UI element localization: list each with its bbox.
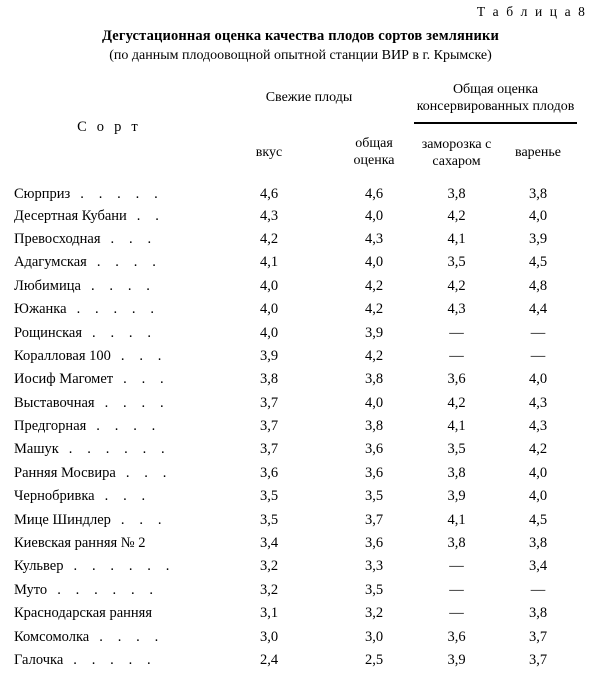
cell-overall: 2,5	[364, 652, 384, 668]
leader-dots: . . . .	[92, 324, 157, 341]
table-body	[14, 181, 577, 672]
table-row	[14, 321, 577, 344]
cell-jam: 4,5	[528, 511, 548, 528]
cultivar-label: Коралловая 100	[14, 347, 111, 364]
row-cultivar-name	[14, 251, 204, 274]
cell-taste: 3,5	[259, 488, 279, 505]
leader-dots: . . .	[123, 371, 170, 388]
cell-jam: 3,7	[528, 652, 548, 668]
cell-taste: 3,6	[259, 464, 279, 481]
cell-frozen: —	[449, 558, 464, 575]
cell-frozen: 4,1	[447, 230, 466, 247]
cell-frozen: —	[449, 605, 464, 622]
cell-overall: 4,0	[364, 207, 384, 224]
table-row	[14, 228, 577, 251]
cell-taste: 3,0	[259, 628, 279, 645]
cell-overall: 3,6	[364, 441, 384, 458]
cell-jam: 4,0	[528, 488, 548, 505]
table-row	[14, 275, 577, 298]
cell-taste: 4,0	[259, 324, 279, 341]
table-row	[14, 368, 577, 391]
table-row	[14, 298, 577, 321]
cell-taste: 3,4	[259, 535, 279, 552]
header-col-overall: общая оценка	[353, 136, 395, 168]
leader-dots: . . . . .	[76, 301, 160, 318]
cultivar-label: Десертная Кубани	[14, 207, 127, 224]
cell-taste: 4,0	[259, 301, 279, 318]
cell-taste: 3,7	[259, 394, 279, 411]
cell-overall: 3,6	[364, 535, 384, 552]
cell-frozen: —	[449, 581, 464, 598]
cell-frozen: 4,2	[447, 207, 466, 224]
cultivar-label: Чернобривка	[14, 488, 95, 505]
cultivar-label: Любимица	[14, 277, 81, 294]
cell-jam: 3,8	[528, 535, 548, 552]
cell-frozen: —	[449, 324, 464, 341]
cell-overall: 3,5	[364, 581, 384, 598]
cell-taste: 3,7	[259, 418, 279, 435]
cell-jam: 4,8	[528, 277, 548, 294]
table-row	[14, 555, 577, 578]
row-cultivar-name	[14, 392, 204, 415]
table-caption	[0, 27, 601, 65]
table-row	[14, 251, 577, 274]
cell-taste: 4,6	[259, 186, 279, 203]
header-col-taste: вкус	[255, 144, 283, 160]
cell-taste: 4,1	[259, 254, 279, 271]
row-cultivar-name	[14, 298, 204, 321]
table-row	[14, 602, 577, 625]
table-row	[14, 579, 577, 602]
row-cultivar-name	[14, 555, 204, 578]
cell-taste: 3,2	[259, 581, 279, 598]
cell-jam: 4,0	[528, 464, 548, 481]
cell-taste: 3,1	[259, 605, 279, 622]
cell-overall: 4,0	[364, 254, 384, 271]
table-row	[14, 649, 577, 672]
leader-dots: . . . . . .	[68, 441, 171, 458]
cell-overall: 3,0	[364, 628, 384, 645]
row-cultivar-name	[14, 508, 204, 531]
leader-dots: . . . . .	[80, 186, 164, 203]
cultivar-label: Иосиф Магомет	[14, 371, 114, 388]
cell-jam: —	[530, 581, 546, 598]
cell-jam: 4,4	[528, 301, 548, 318]
cell-jam: —	[530, 324, 546, 341]
leader-dots: . .	[136, 207, 165, 224]
row-cultivar-name	[14, 368, 204, 391]
cell-frozen: 4,2	[447, 394, 466, 411]
cell-overall: 4,2	[364, 301, 384, 318]
cultivar-label: Превосходная	[14, 230, 101, 247]
leader-dots: . . .	[120, 347, 167, 364]
row-cultivar-name	[14, 438, 204, 461]
table-row	[14, 438, 577, 461]
table-row	[14, 204, 577, 227]
cell-frozen: 3,9	[447, 652, 466, 668]
cultivar-label: Комсомолка	[14, 628, 90, 645]
row-cultivar-name	[14, 345, 204, 368]
cell-jam: 3,7	[528, 628, 548, 645]
caption-title: Дегустационная оценка качества плодов сортов земляники	[101, 28, 500, 44]
cell-frozen: 4,3	[447, 301, 466, 318]
cultivar-label: Галочка	[14, 652, 64, 668]
leader-dots: . . . .	[96, 418, 161, 435]
cell-frozen: 3,8	[447, 464, 466, 481]
header-group-row	[14, 74, 577, 121]
table-row	[14, 532, 577, 555]
cultivar-label: Ранняя Мосвира	[14, 464, 116, 481]
leader-dots: . . .	[104, 488, 151, 505]
cell-frozen: 3,5	[447, 254, 466, 271]
cell-taste: 2,4	[259, 652, 279, 668]
leader-dots: . . . .	[104, 394, 170, 411]
leader-dots: . . .	[120, 511, 168, 528]
cell-jam: 3,4	[528, 558, 548, 575]
row-cultivar-name	[14, 602, 204, 625]
header-col-jam: варенье	[499, 123, 577, 181]
cell-jam: 4,3	[528, 418, 548, 435]
row-cultivar-name	[14, 321, 204, 344]
table-container	[14, 74, 577, 672]
header-col-frozen: заморозка с сахаром	[414, 123, 499, 181]
cultivar-label: Адагумская	[14, 254, 87, 271]
cell-taste: 3,2	[259, 558, 279, 575]
row-cultivar-name	[14, 181, 204, 204]
cell-jam: 3,8	[528, 186, 548, 203]
cell-overall: 3,8	[364, 418, 384, 435]
table-row	[14, 345, 577, 368]
cultivar-label: Выставочная	[14, 394, 95, 411]
caption-subtitle: (по данным плодоовощной опытной станции ВИР в г. Крымске)	[109, 48, 492, 63]
cultivar-label: Мице Шиндлер	[14, 511, 111, 528]
cell-frozen: 3,8	[447, 535, 466, 552]
cell-taste: 3,7	[259, 441, 279, 458]
cell-frozen: 3,6	[447, 371, 466, 388]
cell-overall: 3,6	[364, 464, 384, 481]
row-cultivar-name	[14, 275, 204, 298]
cell-jam: 3,9	[528, 230, 548, 247]
row-cultivar-name	[14, 204, 204, 227]
cell-taste: 4,3	[259, 207, 279, 224]
table-row	[14, 508, 577, 531]
cell-frozen: 4,1	[447, 511, 466, 528]
cell-taste: 3,8	[259, 371, 279, 388]
row-cultivar-name	[14, 625, 204, 648]
cell-overall: 4,3	[364, 230, 384, 247]
leader-dots: . . . .	[96, 254, 162, 271]
cell-overall: 4,2	[364, 277, 384, 294]
cell-overall: 3,8	[364, 371, 384, 388]
leader-dots: . . . . . .	[73, 558, 175, 575]
cell-taste: 4,0	[259, 277, 279, 294]
cell-frozen: 3,9	[447, 488, 466, 505]
cultivar-label: Рощинская	[14, 324, 83, 341]
header-sort: С о р т	[77, 119, 141, 135]
row-cultivar-name	[14, 579, 204, 602]
cell-jam: 4,0	[528, 371, 548, 388]
cell-taste: 3,5	[259, 511, 279, 528]
cell-jam: 4,0	[528, 207, 548, 224]
row-cultivar-name	[14, 649, 204, 672]
cell-frozen: 4,1	[447, 418, 466, 435]
row-cultivar-name	[14, 228, 204, 251]
cultivar-label: Предгорная	[14, 418, 87, 435]
cell-overall: 4,2	[364, 347, 384, 364]
cell-frozen: 3,8	[447, 186, 466, 203]
row-cultivar-name	[14, 485, 204, 508]
cell-frozen: 3,6	[447, 628, 466, 645]
cell-jam: 3,8	[528, 605, 548, 622]
cell-overall: 3,2	[364, 605, 384, 622]
cell-jam: 4,3	[528, 394, 548, 411]
cultivar-label: Сюрприз	[14, 186, 71, 203]
leader-dots: . . .	[125, 464, 172, 481]
tasting-evaluation-table	[14, 74, 577, 672]
cultivar-label: Южанка	[14, 301, 67, 318]
cell-taste: 3,9	[259, 347, 279, 364]
cultivar-label: Кульвер	[14, 558, 64, 575]
cell-overall: 3,9	[364, 324, 384, 341]
cell-jam: —	[530, 347, 546, 364]
leader-dots: . . . .	[99, 628, 164, 645]
table-row	[14, 485, 577, 508]
cell-jam: 4,5	[528, 254, 548, 271]
table-row	[14, 392, 577, 415]
cell-overall: 3,7	[364, 511, 384, 528]
cultivar-label: Машук	[14, 441, 59, 458]
table-number-label: Т а б л и ц а 8	[476, 4, 587, 19]
header-group-fresh: Свежие плоды	[265, 90, 353, 106]
leader-dots: . . . . .	[73, 652, 157, 668]
cell-taste: 4,2	[259, 230, 279, 247]
leader-dots: . . .	[110, 230, 157, 247]
cultivar-label: Киевская ранняя № 2	[14, 535, 146, 552]
header-group-canned: Общая оценка консервированных плодов	[416, 82, 575, 114]
table-row	[14, 462, 577, 485]
table-row	[14, 181, 577, 204]
leader-dots: . . . .	[90, 277, 156, 294]
row-cultivar-name	[14, 532, 204, 555]
cell-frozen: —	[449, 347, 464, 364]
table-head	[14, 74, 577, 181]
cell-overall: 3,3	[364, 558, 384, 575]
cell-frozen: 4,2	[447, 277, 466, 294]
table-row	[14, 415, 577, 438]
cultivar-label: Муто	[14, 581, 48, 598]
cell-frozen: 3,5	[447, 441, 466, 458]
row-cultivar-name	[14, 415, 204, 438]
leader-dots: . . . . . .	[57, 581, 159, 598]
cell-overall: 4,0	[364, 394, 384, 411]
cultivar-label: Краснодарская ранняя	[14, 605, 152, 622]
cell-overall: 3,5	[364, 488, 384, 505]
cell-jam: 4,2	[528, 441, 548, 458]
cell-overall: 4,6	[364, 186, 384, 203]
row-cultivar-name	[14, 462, 204, 485]
table-row	[14, 625, 577, 648]
